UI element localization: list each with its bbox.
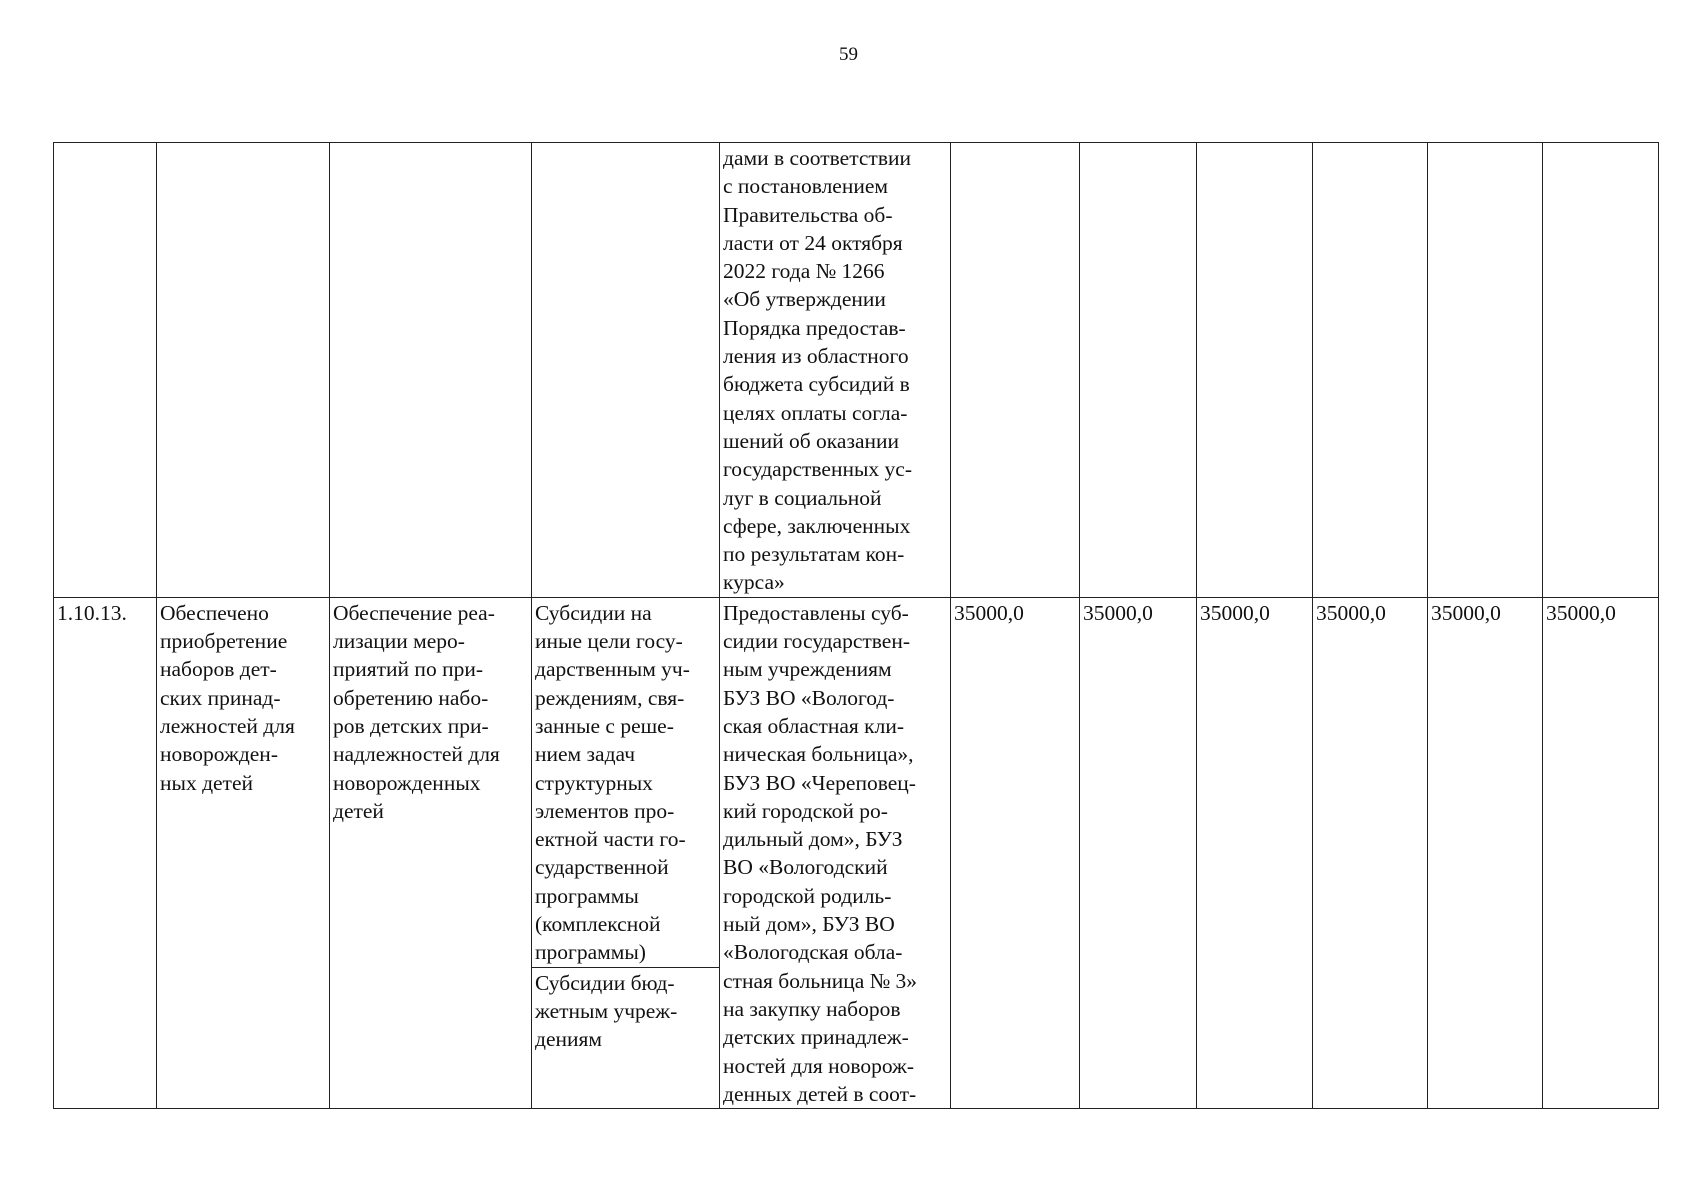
cell-empty (1197, 143, 1313, 598)
cell-result: Предоставлены суб- сидии государствен- ным учреждениям БУЗ ВО «Вологод- ская областная кли- ническая больница», БУЗ ВО «Череповец- кий городской ро- дильный дом», БУЗ ВО «Вологодский городской родиль- ный дом», БУЗ ВО «Вологодская обла- стная больница № 3» на закупку наборов детских принадлеж- ностей для новорож- денных детей в соот- (720, 597, 951, 1108)
cell-value-2: 35000,0 (1080, 597, 1197, 1108)
cell-result-continuation: дами в соответствии с постановлением Правительства об- ласти от 24 октября 2022 года № 1266 «Об утверждении Порядка предостав- ления из областного бюджета субсидий в целях оплаты согла- шений об оказании государственных ус- луг в социальной сфере, заключенных по результатам кон- курса» (720, 143, 951, 598)
cell-value-4: 35000,0 (1313, 597, 1428, 1108)
cell-type (532, 597, 720, 1108)
cell-empty (951, 143, 1080, 598)
cell-task: Обеспечено приобретение наборов дет- ских принад- лежностей для новорожден- ных детей (157, 597, 330, 1108)
cell-value-1: 35000,0 (951, 597, 1080, 1108)
cell-empty (1428, 143, 1543, 598)
cell-empty (330, 143, 532, 598)
cell-value-3: 35000,0 (1197, 597, 1313, 1108)
cell-empty (54, 143, 157, 598)
cell-event: Обеспечение реа- лизации меро- приятий по при- обретению набо- ров детских при- надлежностей для новорожденных детей (330, 597, 532, 1108)
cell-type-secondary: Субсидии бюд- жетным учреж- дениям (535, 970, 678, 1052)
cell-empty (1543, 143, 1659, 598)
cell-item-number: 1.10.13. (54, 597, 157, 1108)
table-row-item (54, 597, 1659, 1108)
cell-type-primary: Субсидии на иные цели госу- дарственным уч- реждениям, свя- занные с реше- нием задач структурных элементов про- ектной части го- сударственной программы (комплексной программы) (532, 598, 719, 968)
cell-empty (532, 143, 720, 598)
cell-empty (1080, 143, 1197, 598)
cell-empty (157, 143, 330, 598)
cell-empty (1313, 143, 1428, 598)
budget-table (53, 142, 1659, 1109)
cell-value-6: 35000,0 (1543, 597, 1659, 1108)
table-row-continuation (54, 143, 1659, 598)
cell-value-5: 35000,0 (1428, 597, 1543, 1108)
page-number: 59 (839, 44, 858, 65)
